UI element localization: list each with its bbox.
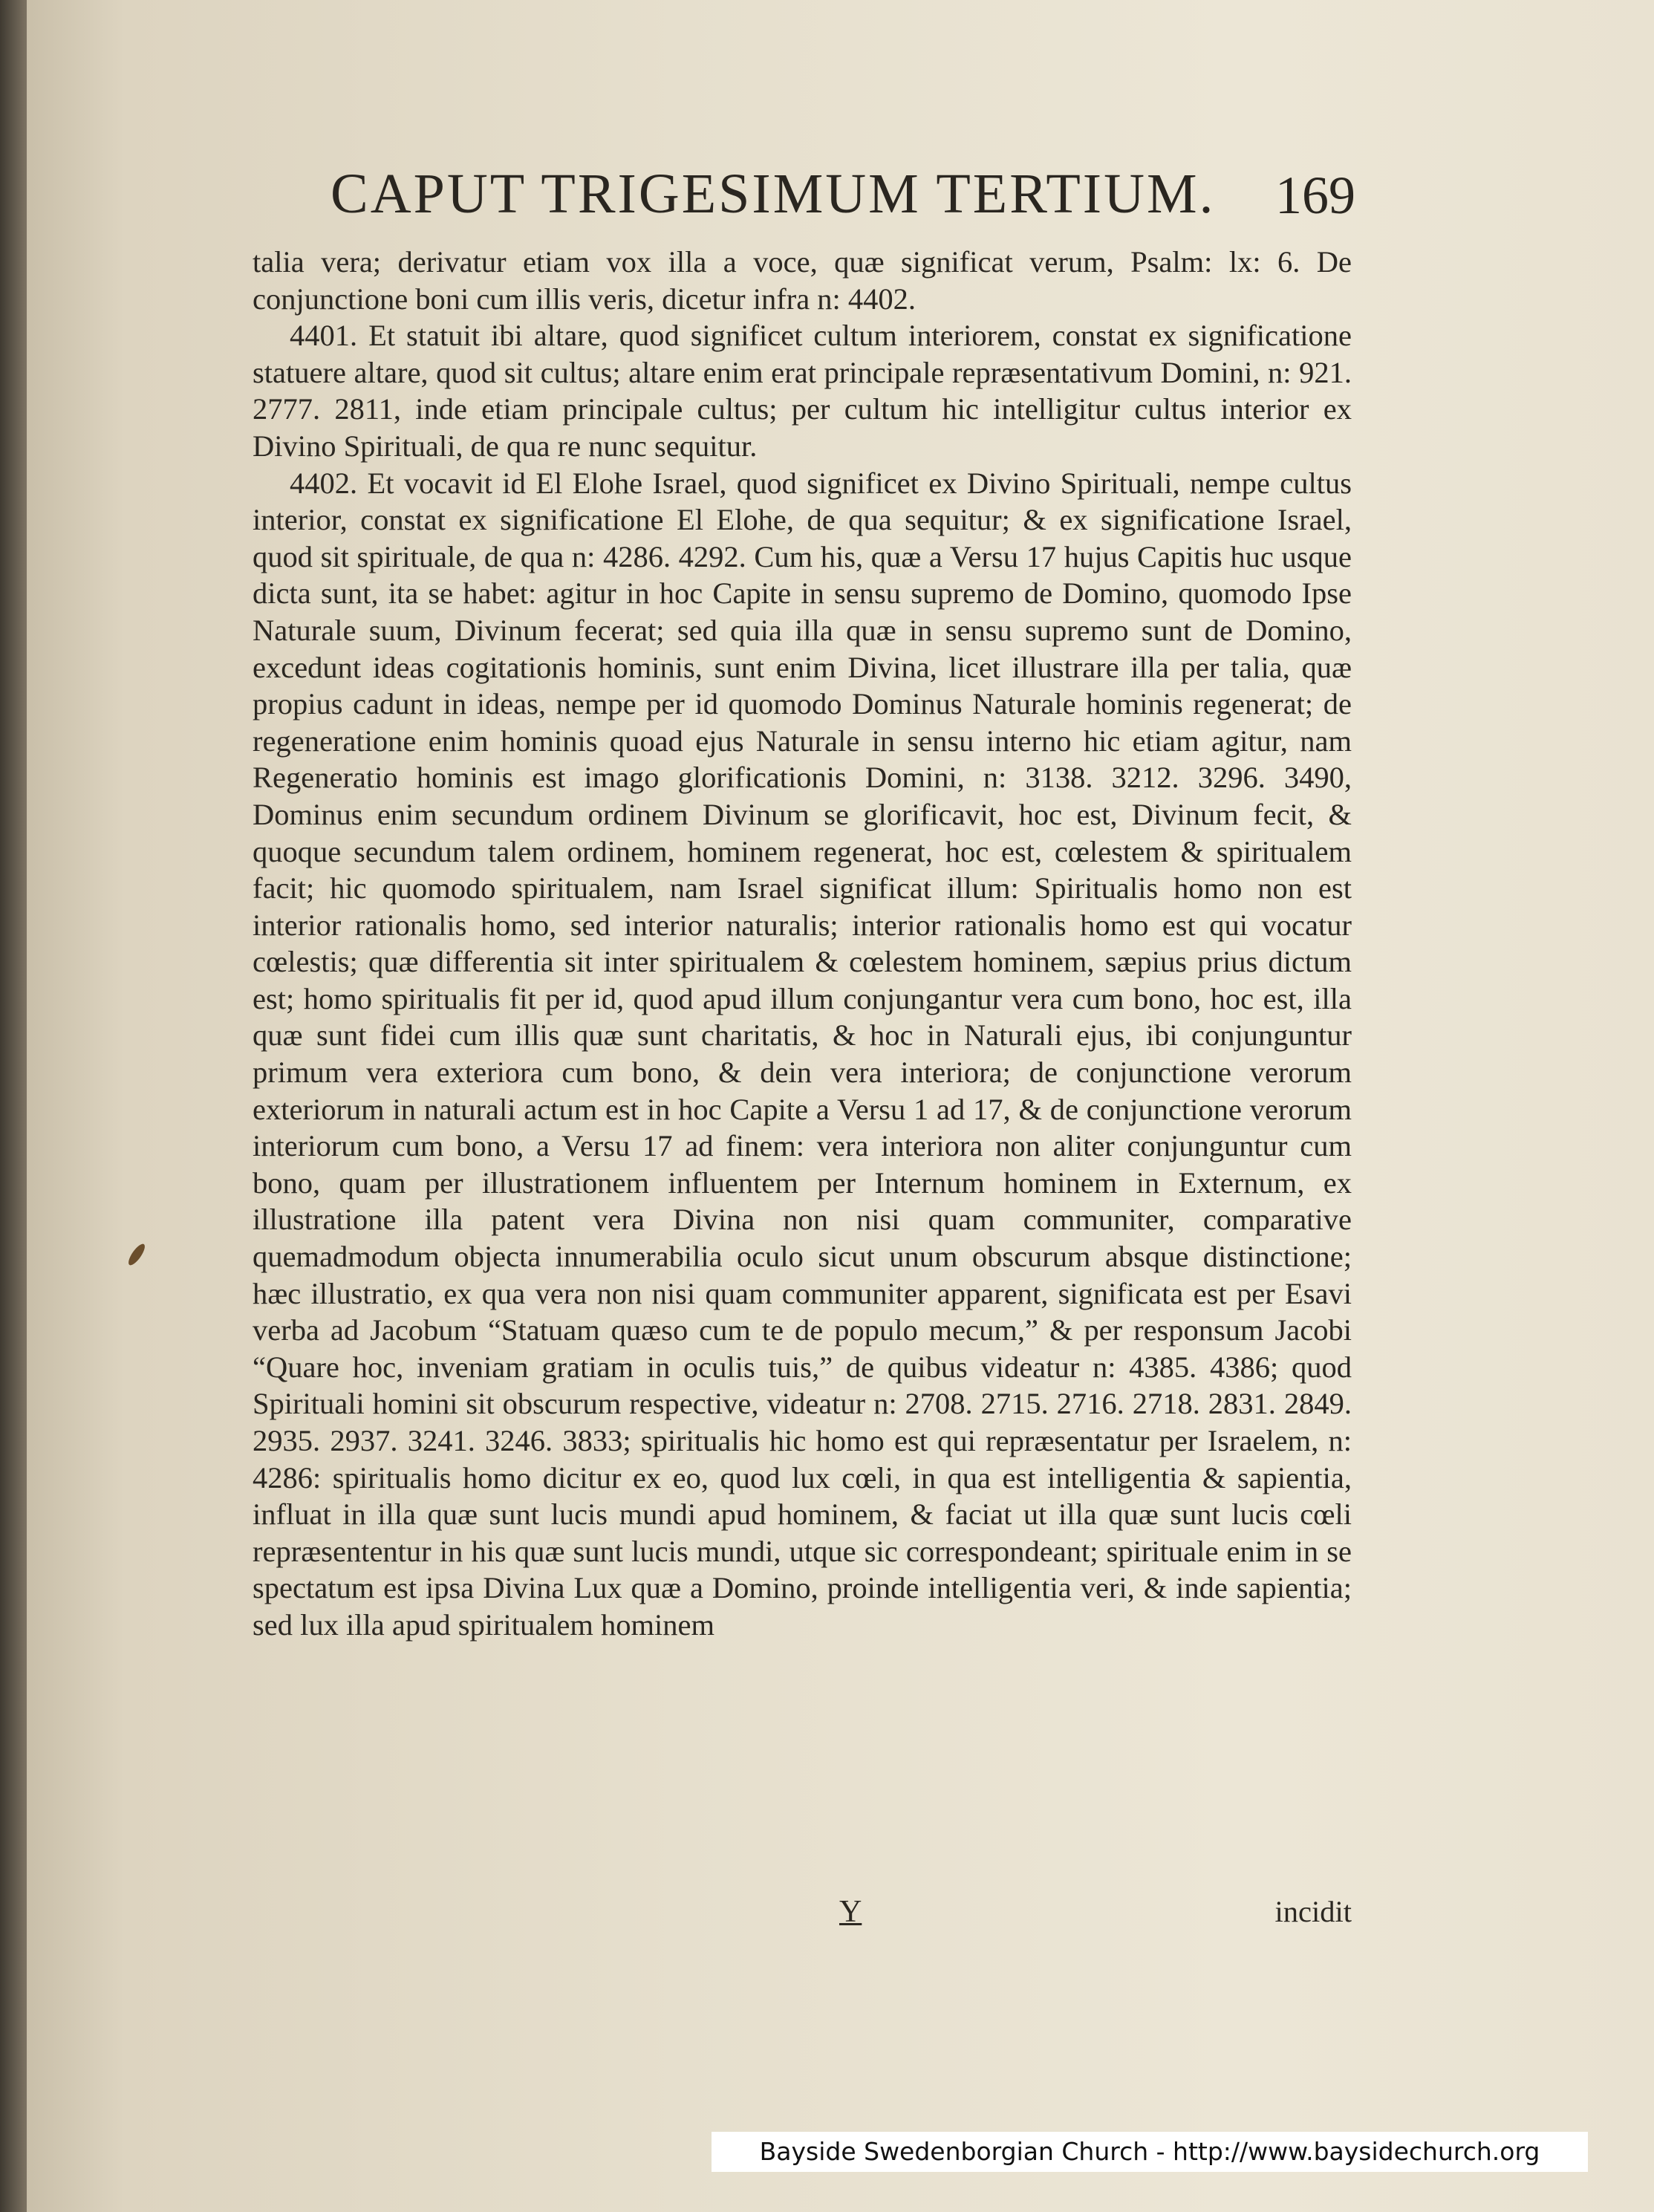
paragraph-continuation: talia vera; derivatur etiam vox illa a voce, quæ significat verum, Psalm: lx: 6. De conjunctione boni cum illis veris, dicetur infra n: 4402. (253, 245, 1352, 316)
paragraph-4402: 4402. Et vocavit id El Elohe Israel, quod significet ex Divino Spirituali, nempe cultus interior, constat ex significatione El Elohe, de qua sequitur; & ex significatione Israel, quod sit spirituale, de qua n: 4286. 4292. Cum his, quæ a Versu 17 hujus Capitis huc usque dicta sunt, ita se habet: agitur in hoc Capite in sensu supremo de Domino, quomodo Ipse Naturale suum, Divinum fecerat; sed quia illa quæ in sensu supremo sunt de Domino, excedunt ideas cogitationis hominis, sunt enim Divina, licet illustrare illa per talia, quæ propius cadunt in ideas, nempe per id quomodo Dominus Naturale hominis regenerat; de regeneratione enim hominis quoad ejus Naturale in sensu interno hic etiam agitur, nam Regeneratio hominis est imago glorificationis Domini, n: 3138. 3212. 3296. 3490, Dominus enim secundum ordinem Divinum se glorificavit, hoc est, Divinum fecit, & quoque secundum talem ordinem, hominem regenerat, hoc est, cœlestem & spiritualem facit; hic quomodo spiritualem, nam Israel significat illum: Spiritualis homo non est interior rationalis homo, sed interior naturalis; interior rationalis homo est qui vocatur cœlestis; quæ differentia sit inter spiritualem & cœlestem hominem, sæpius prius dictum est; homo spiritualis fit per id, quod apud illum conjungantur vera cum bono, hoc est, illa quæ sunt fidei cum illis quæ sunt charitatis, & hoc in Naturali ejus, ibi conjunguntur primum vera exteriora cum bono, & dein vera interiora; de conjunctione verorum exteriorum in naturali actum est in hoc Capite a Versu 1 ad 17, & de conjunctione verorum interiorum cum bono, a Versu 17 ad finem: vera interiora non aliter conjunguntur cum bono, quam per illustrationem influentem per Internum hominem in Externum, ex illustratione illa patent vera Divina non nisi quam communiter, comparative quemadmodum objecta innumerabilia oculo sicut unum obscurum absque distinctione; hæc illustratio, ex qua vera non nisi quam communiter apparent, significata est per Esavi verba ad Jacobum “Statuam quæso cum te de populo mecum,” & per responsum Jacobi “Quare hoc, inveniam gratiam in oculis tuis,” de quibus videatur n: 4385. 4386; quod Spirituali homini sit obscurum respective, videatur n: 2708. 2715. 2716. 2718. 2831. 2849. 2935. 2937. 3241. 3246. 3833; spiritualis hic homo est qui repræsentatur per Israelem, n: 4286: spiritualis homo dicitur ex eo, quod lux cœli, in qua est intelligentia & sapientia, influat in illa quæ sunt lucis mundi apud hominem, & faciat ut illa quæ sunt lucis cœli repræsententur in his quæ sunt lucis mundi, utque sic correspondeant; spirituale enim in se spectatum est ipsa Divina Lux quæ a Domino, proinde intelligentia veri, & inde sapientia; sed lux illa apud spiritualem hominem (253, 466, 1352, 1642)
page-number: 169 (1275, 166, 1355, 225)
signature-mark: Y (839, 1895, 862, 1929)
catchword: incidit (1274, 1895, 1352, 1928)
book-spine-edge (0, 0, 27, 2212)
ink-stain (126, 1242, 147, 1268)
page-header (301, 162, 1355, 229)
watermark-banner: Bayside Swedenborgian Church - http://www.baysidechurch.org (712, 2132, 1588, 2172)
running-head: CAPUT TRIGESIMUM TERTIUM. (331, 163, 1216, 225)
body-text (253, 244, 1352, 1644)
paragraph-4401: 4401. Et statuit ibi altare, quod significet cultum interiorem, constat ex significatione statuere altare, quod sit cultus; altare enim erat principale repræsentativum Domini, n: 921. 2777. 2811, inde etiam principale cultus; per cultum hic intelligitur cultus interior ex Divino Spirituali, de qua re nunc sequitur. (253, 319, 1352, 463)
page-footer (253, 1894, 1352, 1939)
